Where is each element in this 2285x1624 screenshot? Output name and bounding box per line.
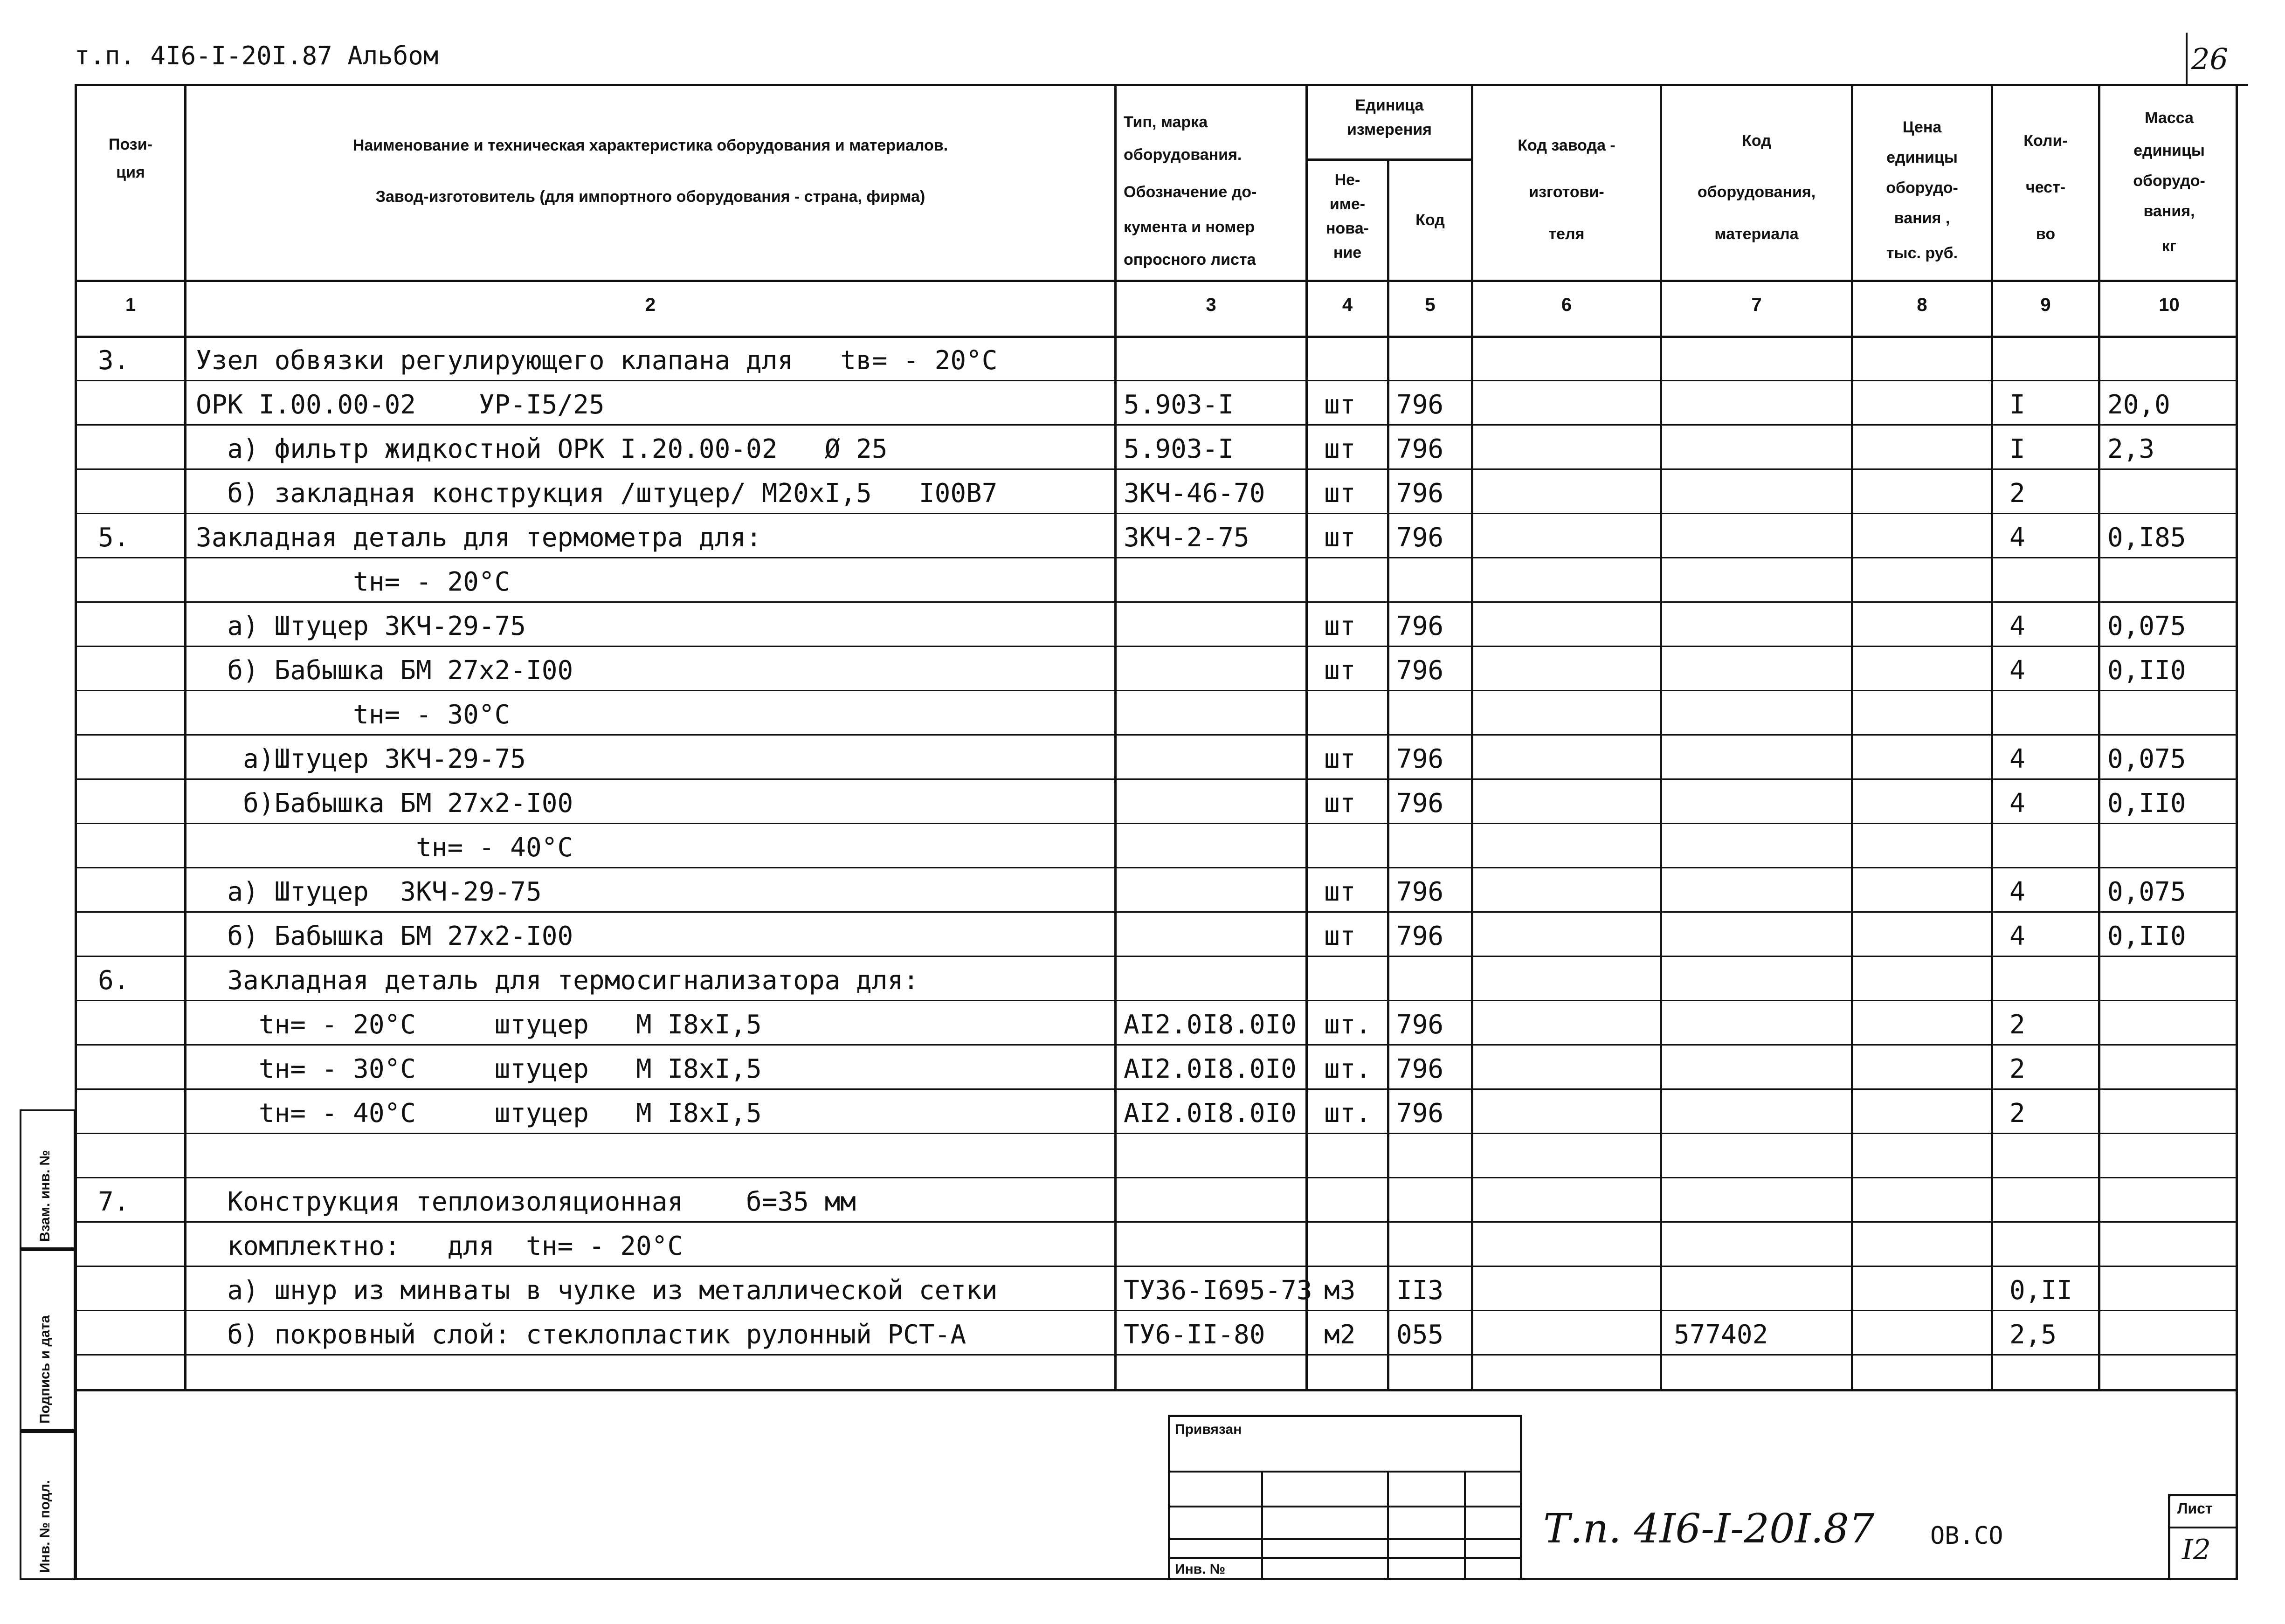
cell-mass: 2,3 (2107, 434, 2155, 464)
cell-name: б) Бабышка БМ 27х2-I00 (196, 655, 573, 686)
cell-code: 796 (1396, 523, 1444, 553)
stamp-line (1170, 1538, 1520, 1540)
cell-qty: 4 (2009, 921, 2025, 951)
row-line (75, 1088, 2238, 1090)
cell-qty: 4 (2009, 523, 2025, 553)
row-line (75, 468, 2238, 470)
col-number: 4 (1342, 295, 1353, 315)
stamp-title: Привязан (1175, 1422, 1242, 1437)
col-divider (1387, 158, 1389, 1389)
header-price-l3: оборудо- (1886, 179, 1958, 197)
header-maker-l3: теля (1548, 225, 1585, 243)
cell-unit: шт (1324, 390, 1356, 420)
row-line (75, 823, 2238, 824)
header-maker-l2: изготови- (1529, 183, 1604, 201)
cell-qty: I (2009, 390, 2025, 420)
row-line (75, 1133, 2238, 1134)
cell-code: II3 (1396, 1275, 1444, 1306)
cell-name: Конструкция теплоизоляционная б=35 мм (196, 1187, 856, 1217)
document-suffix: ОВ.СО (1930, 1522, 2003, 1550)
row-line (75, 1221, 2238, 1223)
cell-name: tн= - 20°С (196, 567, 511, 597)
stamp-inv: Инв. № (1175, 1562, 1226, 1577)
cell-mass: 0,II0 (2107, 921, 2186, 951)
cell-mass: 0,075 (2107, 877, 2186, 907)
cell-code: 796 (1396, 655, 1444, 686)
cell-qty: 4 (2009, 744, 2025, 774)
row-line (75, 1354, 2238, 1356)
col-number: 10 (2159, 295, 2180, 315)
cell-code: 055 (1396, 1320, 1444, 1350)
col-number: 5 (1425, 295, 1436, 315)
cell-code: 796 (1396, 478, 1444, 509)
cell-name: б)Бабышка БМ 27х2-I00 (196, 788, 573, 819)
cell-type: ТУ36-I695-73 (1124, 1275, 1312, 1306)
cell-unit: шт (1324, 523, 1356, 553)
side-box-sign (20, 1249, 76, 1431)
cell-code: 796 (1396, 434, 1444, 464)
cell-unit: м3 (1324, 1275, 1356, 1306)
header-unit-group: Единица измерения (1347, 96, 1432, 138)
cell-unit: шт (1324, 788, 1356, 819)
cell-qty: I (2009, 434, 2025, 464)
cell-name: tн= - 40°С (196, 833, 573, 863)
cell-qty: 4 (2009, 877, 2025, 907)
header-qty-l1: Коли- (2023, 132, 2068, 150)
album-title: т.п. 4I6-I-20I.87 Альбом (75, 41, 439, 70)
stamp-line (1170, 1471, 1520, 1473)
header-matcode-l2: оборудования, (1697, 183, 1816, 201)
cell-mass: 0,075 (2107, 611, 2186, 641)
row-line (75, 911, 2238, 913)
cell-unit: шт. (1324, 1054, 1372, 1084)
header-type-l1: Тип, марка (1124, 113, 1208, 131)
cell-unit: шт (1324, 611, 1356, 641)
header-type-l2: оборудования. (1124, 146, 1242, 164)
cell-code: 796 (1396, 390, 1444, 420)
cell-name: tн= - 20°С штуцер М I8хI,5 (196, 1010, 762, 1040)
cell-type: 5.903-I (1124, 390, 1234, 420)
document-code: Т.п. 4I6-I-20I.87 (1543, 1506, 1875, 1552)
cell-qty: 2 (2009, 1098, 2025, 1129)
cell-type: AI2.0I8.0I0 (1124, 1010, 1297, 1040)
cell-mass: 0,I85 (2107, 523, 2186, 553)
cell-name: Закладная деталь для термометра для: (196, 523, 762, 553)
cell-code: 796 (1396, 1098, 1444, 1129)
header-price-l5: тыс. руб. (1886, 244, 1958, 262)
cell-mass: 0,075 (2107, 744, 2186, 774)
cell-unit: шт. (1324, 1098, 1372, 1129)
cell-code: 796 (1396, 1010, 1444, 1040)
cell-type: ТУ6-II-80 (1124, 1320, 1265, 1350)
cell-mass: 20,0 (2107, 390, 2170, 420)
row-line (75, 424, 2238, 426)
cell-code: 796 (1396, 1054, 1444, 1084)
header-divider (75, 280, 2238, 282)
row-line (75, 380, 2238, 381)
cell-name: а) фильтр жидкостной ОРК I.20.00-02 Ø 25 (196, 434, 888, 464)
header-position: Пози- ция (109, 136, 152, 181)
cell-qty: 0,II (2009, 1275, 2072, 1306)
header-mass-l1: Масса (2145, 109, 2194, 127)
cell-mass: 0,II0 (2107, 788, 2186, 819)
col-number: 8 (1917, 295, 1927, 315)
cell-name: ОРК I.00.00-02 УР-I5/25 (196, 390, 605, 420)
header-matcode-l3: материала (1714, 225, 1799, 243)
cell-code: 796 (1396, 611, 1444, 641)
header-type-l4: кумента и номер (1124, 218, 1255, 236)
stamp-line (1170, 1557, 1520, 1559)
header-divider (75, 336, 2238, 338)
cell-name: б) закладная конструкция /штуцер/ М20хI,5 I00В7 (196, 478, 998, 509)
row-line (75, 956, 2238, 957)
col-number: 1 (125, 295, 136, 315)
side-inv-orig: Инв. № подл. (37, 1479, 53, 1573)
cell-name: Узел обвязки регулирующего клапана для tв= - 20°С (196, 345, 998, 376)
cell-code: 796 (1396, 744, 1444, 774)
row-line (75, 867, 2238, 868)
col-number: 6 (1561, 295, 1572, 315)
header-type-l5: опросного листа (1124, 251, 1256, 268)
cell-code: 796 (1396, 877, 1444, 907)
cell-qty: 2 (2009, 478, 2025, 509)
cell-type: 5.903-I (1124, 434, 1234, 464)
stamp-line (1170, 1506, 1520, 1507)
cell-type: ЗКЧ-2-75 (1124, 523, 1250, 553)
cell-type: ЗКЧ-46-70 (1124, 478, 1265, 509)
row-line (75, 1177, 2238, 1178)
cell-name: tн= - 30°С штуцер М I8хI,5 (196, 1054, 762, 1084)
row-line (75, 1000, 2238, 1001)
header-mass-l5: кг (2161, 237, 2177, 255)
cell-mass: 0,II0 (2107, 655, 2186, 686)
cell-name: tн= - 30°С (196, 700, 511, 730)
cell-name: б) Бабышка БМ 27х2-I00 (196, 921, 573, 951)
side-box-orig (20, 1431, 76, 1580)
side-inv-swap: Взам. инв. № (37, 1150, 53, 1242)
row-line (75, 1310, 2238, 1311)
cell-pos: 6. (98, 965, 130, 996)
row-line (75, 1044, 2238, 1046)
cell-qty: 2,5 (2009, 1320, 2057, 1350)
cell-matcode: 577402 (1674, 1320, 1768, 1350)
cell-unit: шт (1324, 744, 1356, 774)
col-number: 7 (1751, 295, 1762, 315)
cell-qty: 4 (2009, 611, 2025, 641)
side-stamp-strip (20, 1109, 76, 1580)
cell-name: а) шнур из минваты в чулке из металлической сетки (196, 1275, 998, 1306)
row-line (75, 557, 2238, 558)
cell-unit: шт (1324, 478, 1356, 509)
cell-qty: 4 (2009, 655, 2025, 686)
header-name-line2: Завод-изготовитель (для импортного оборудования - страна, фирма) (375, 188, 925, 206)
cell-unit: шт (1324, 877, 1356, 907)
header-mass-l2: единицы (2133, 142, 2205, 159)
cell-name: Закладная деталь для термосигнализатора для: (196, 965, 919, 996)
cell-code: 796 (1396, 788, 1444, 819)
header-type-l3: Обозначение до- (1124, 183, 1257, 201)
cell-type: AI2.0I8.0I0 (1124, 1054, 1297, 1084)
header-price-l4: вания , (1894, 209, 1950, 227)
header-name-line1: Наименование и техническая характеристика оборудования и материалов. (352, 137, 948, 154)
cell-pos: 7. (98, 1187, 130, 1217)
side-sign-date: Подпись и дата (37, 1315, 53, 1424)
row-line (75, 778, 2238, 780)
header-qty-l3: во (2036, 225, 2056, 243)
cell-name: tн= - 40°С штуцер М I8хI,5 (196, 1098, 762, 1129)
binding-stamp (1168, 1415, 1522, 1580)
sheet-box-divider (2170, 1527, 2238, 1528)
row-line (75, 601, 2238, 603)
cell-name: а) Штуцер ЗКЧ-29-75 (196, 877, 542, 907)
header-divider (1305, 158, 1471, 161)
row-line (75, 734, 2238, 736)
stamp-line (1464, 1471, 1466, 1578)
header-price-l2: единицы (1886, 149, 1958, 166)
col-number: 3 (1206, 295, 1216, 315)
cell-code: 796 (1396, 921, 1444, 951)
cell-qty: 4 (2009, 788, 2025, 819)
cell-unit: шт (1324, 655, 1356, 686)
header-unit-name: Не- име- нова- ние (1326, 171, 1369, 261)
col-number: 2 (645, 295, 656, 315)
cell-unit: шт. (1324, 1010, 1372, 1040)
cell-qty: 2 (2009, 1054, 2025, 1084)
sheet-label: Лист (2177, 1500, 2213, 1517)
header-maker-l1: Код завода - (1518, 137, 1615, 154)
side-box-swap (20, 1109, 76, 1249)
table-bottom-line (75, 1389, 2238, 1391)
stamp-line (1387, 1471, 1389, 1578)
stamp-line (1261, 1471, 1263, 1578)
row-line (75, 690, 2238, 691)
cell-name: комплектно: для tн= - 20°С (196, 1231, 683, 1261)
cell-qty: 2 (2009, 1010, 2025, 1040)
col-number: 9 (2040, 295, 2051, 315)
row-line (75, 646, 2238, 647)
corner-number: 26 (2191, 42, 2228, 76)
cell-pos: 5. (98, 523, 130, 553)
header-matcode-l1: Код (1742, 132, 1771, 150)
cell-pos: 3. (98, 345, 130, 376)
header-mass-l4: вания, (2143, 202, 2195, 220)
sheet-number: I2 (2182, 1534, 2211, 1566)
cell-name: а)Штуцер ЗКЧ-29-75 (196, 744, 526, 774)
header-qty-l2: чест- (2025, 179, 2066, 196)
header-unit-code: Код (1415, 211, 1445, 229)
header-mass-l3: оборудо- (2133, 172, 2205, 190)
cell-unit: м2 (1324, 1320, 1356, 1350)
cell-unit: шт (1324, 921, 1356, 951)
cell-type: AI2.0I8.0I0 (1124, 1098, 1297, 1129)
cell-unit: шт (1324, 434, 1356, 464)
row-line (75, 513, 2238, 514)
cell-name: а) Штуцер ЗКЧ-29-75 (196, 611, 526, 641)
cell-name: б) покровный слой: стеклопластик рулонный РСТ-А (196, 1320, 966, 1350)
row-line (75, 1266, 2238, 1267)
header-price-l1: Цена (1902, 118, 1942, 136)
